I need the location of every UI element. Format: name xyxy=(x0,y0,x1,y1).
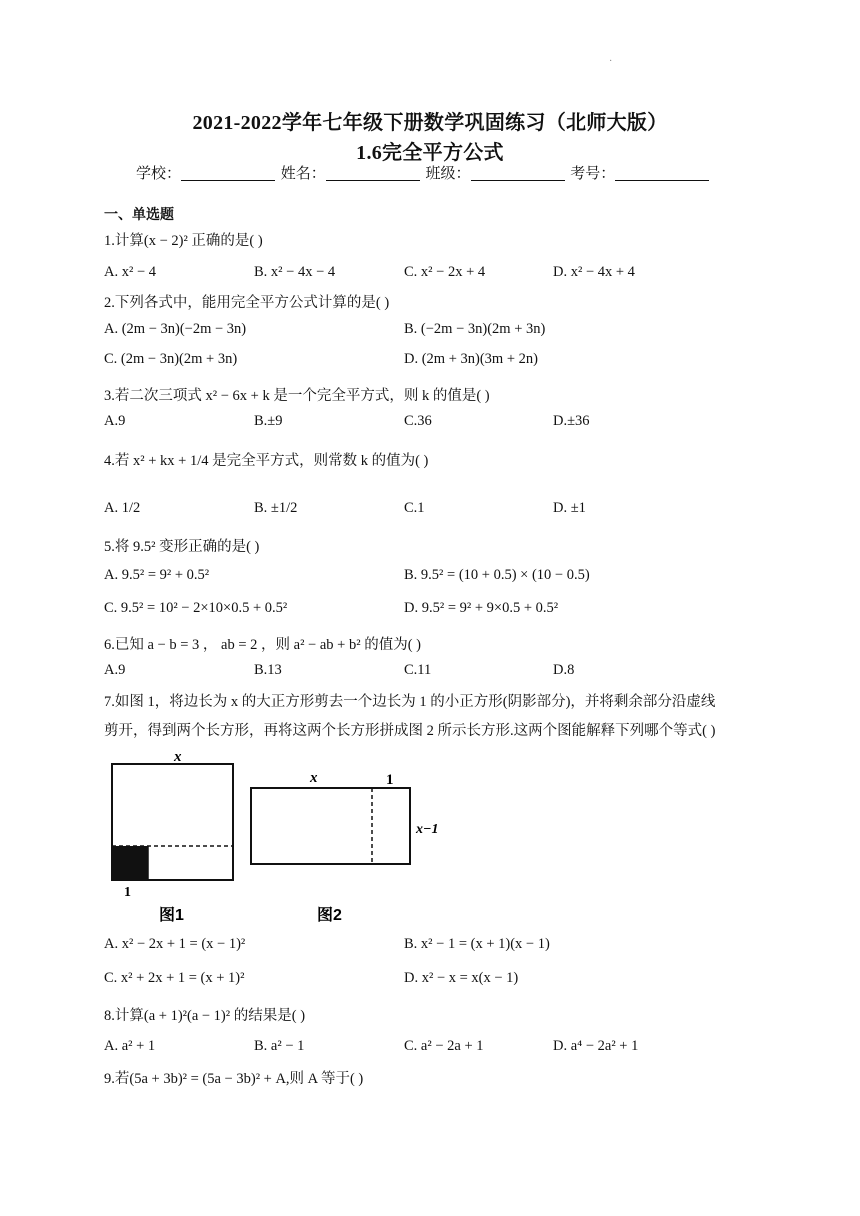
question-text: 计算(x − 2)² 正确的是( ) xyxy=(114,233,263,249)
q6-option-b[interactable]: B.13 xyxy=(254,662,282,678)
question-9 xyxy=(104,1067,363,1088)
q8-option-b[interactable]: B. a² − 1 xyxy=(254,1038,305,1054)
question-text: 如图 1，将边长为 x 的大正方形剪去一个边长为 1 的小正方形(阴影部分)，并将剩余部分沿虚线 xyxy=(114,694,716,710)
q7-option-d[interactable]: D. x² − x = x(x − 1) xyxy=(404,970,519,986)
q4-option-b[interactable]: B. ±1/2 xyxy=(254,500,298,516)
fig1-shaded-square xyxy=(113,846,148,879)
q3-option-c[interactable]: C.36 xyxy=(404,413,432,429)
q8-option-c[interactable]: C. a² − 2a + 1 xyxy=(404,1038,484,1054)
q1-option-d[interactable]: D. x² − 4x + 4 xyxy=(553,264,635,280)
q7-option-b[interactable]: B. x² − 1 = (x + 1)(x − 1) xyxy=(404,936,550,952)
fig1-corner-label: 1 xyxy=(124,885,131,900)
question-3 xyxy=(104,384,490,405)
question-8 xyxy=(104,1004,305,1025)
q3-option-b[interactable]: B.±9 xyxy=(254,413,283,429)
fig2-x-label: x xyxy=(310,770,318,786)
question-number: 1. xyxy=(104,233,115,249)
question-number: 8. xyxy=(104,1008,115,1024)
q5-option-c[interactable]: C. 9.5² = 10² − 2×10×0.5 + 0.5² xyxy=(104,600,288,616)
q3-option-a[interactable]: A.9 xyxy=(104,413,126,429)
q8-option-d[interactable]: D. a⁴ − 2a² + 1 xyxy=(553,1038,639,1054)
class-label: 班级： xyxy=(425,166,471,182)
question-4 xyxy=(104,449,428,470)
fig2-caption: 图2 xyxy=(317,907,342,924)
school-label: 学校： xyxy=(136,166,182,182)
q6-option-c[interactable]: C.11 xyxy=(404,662,432,678)
q2-option-d[interactable]: D. (2m + 3n)(3m + 2n) xyxy=(404,351,538,367)
exam-number-label: 考号： xyxy=(570,166,616,182)
q5-option-b[interactable]: B. 9.5² = (10 + 0.5) × (10 − 0.5) xyxy=(404,567,590,583)
q4-option-d[interactable]: D. ±1 xyxy=(553,500,586,516)
question-1 xyxy=(104,229,263,250)
q4-option-c[interactable]: C.1 xyxy=(404,500,425,516)
q5-option-a[interactable]: A. 9.5² = 9² + 0.5² xyxy=(104,567,210,583)
question-text: 已知 a − b = 3 ， ab = 2 ，则 a² − ab + b² 的值为( ) xyxy=(114,637,421,653)
question-6 xyxy=(104,633,421,654)
question-7-figure xyxy=(104,744,464,926)
question-number: 3. xyxy=(104,388,115,404)
q7-option-a[interactable]: A. x² − 2x + 1 = (x − 1)² xyxy=(104,936,246,952)
worksheet-subtitle: 1.6完全平方公式 xyxy=(356,142,504,164)
fig2-side-label: x−1 xyxy=(416,822,439,837)
q4-option-a[interactable]: A. 1/2 xyxy=(104,500,141,516)
section-title: 一、单选题 xyxy=(104,208,174,223)
q6-option-a[interactable]: A.9 xyxy=(104,662,126,678)
question-number: 4. xyxy=(104,453,115,469)
question-text: 下列各式中，能用完全平方公式计算的是( ) xyxy=(114,295,390,311)
question-7-continued: 剪开，得到两个长方形，再将这两个长方形拼成图 2 所示长方形.这两个图能解释下列哪个等式( ) xyxy=(104,723,716,739)
question-2 xyxy=(104,291,389,312)
q8-option-a[interactable]: A. a² + 1 xyxy=(104,1038,156,1054)
question-text: 若 x² + kx + 1/4 是完全平方式，则常数 k 的值为( ) xyxy=(114,453,429,469)
question-text: 计算(a + 1)²(a − 1)² 的结果是( ) xyxy=(114,1008,306,1024)
q2-option-a[interactable]: A. (2m − 3n)(−2m − 3n) xyxy=(104,321,247,337)
q5-option-d[interactable]: D. 9.5² = 9² + 9×0.5 + 0.5² xyxy=(404,600,559,616)
question-number: 9. xyxy=(104,1071,115,1087)
q7-option-c[interactable]: C. x² + 2x + 1 = (x + 1)² xyxy=(104,970,245,986)
question-number: 7. xyxy=(104,694,115,710)
fig2-one-label: 1 xyxy=(386,772,394,788)
q6-option-d[interactable]: D.8 xyxy=(553,662,575,678)
student-info-row xyxy=(136,162,711,183)
q1-option-a[interactable]: A. x² − 4 xyxy=(104,264,156,280)
exam-number-blank[interactable] xyxy=(615,164,709,181)
question-5 xyxy=(104,535,259,556)
worksheet-title: 2021-2022学年七年级下册数学巩固练习（北师大版） xyxy=(192,112,668,134)
question-text: 若二次三项式 x² − 6x + k 是一个完全平方式，则 k 的值是( ) xyxy=(114,388,490,404)
name-blank[interactable] xyxy=(326,164,420,181)
corner-dot: · xyxy=(609,56,613,67)
fig1-x-label: x xyxy=(174,749,182,765)
question-number: 2. xyxy=(104,295,115,311)
question-number: 6. xyxy=(104,637,115,653)
q1-option-b[interactable]: B. x² − 4x − 4 xyxy=(254,264,336,280)
q3-option-d[interactable]: D.±36 xyxy=(553,413,590,429)
q1-option-c[interactable]: C. x² − 2x + 4 xyxy=(404,264,486,280)
question-7 xyxy=(104,690,715,711)
question-text: 若(5a + 3b)² = (5a − 3b)² + A,则 A 等于( ) xyxy=(114,1071,364,1087)
q2-option-c[interactable]: C. (2m − 3n)(2m + 3n) xyxy=(104,351,238,367)
fig2-rectangle xyxy=(251,788,410,864)
name-label: 姓名： xyxy=(280,166,326,182)
fig1-caption: 图1 xyxy=(159,907,184,924)
q2-option-b[interactable]: B. (−2m − 3n)(2m + 3n) xyxy=(404,321,546,337)
question-number: 5. xyxy=(104,539,115,555)
question-text: 将 9.5² 变形正确的是( ) xyxy=(114,539,260,555)
class-blank[interactable] xyxy=(471,164,565,181)
school-blank[interactable] xyxy=(181,164,275,181)
